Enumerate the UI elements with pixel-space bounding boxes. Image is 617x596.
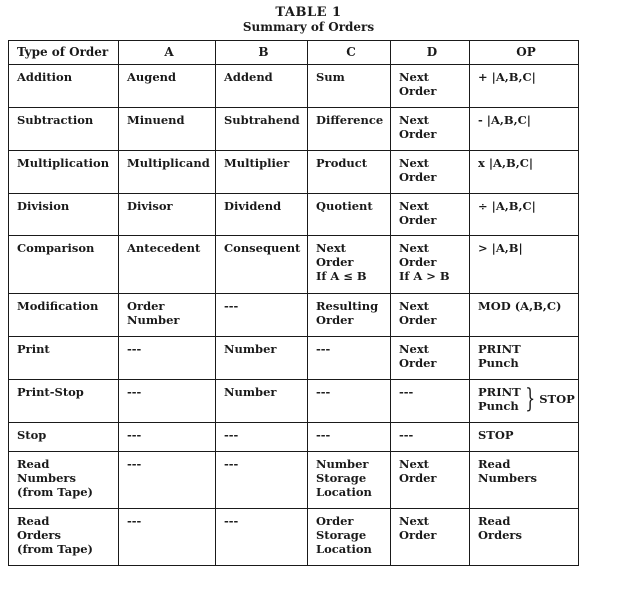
cell-type <box>9 452 119 509</box>
cell-text: MOD (A,B,C) <box>478 299 562 313</box>
cell-op <box>470 65 579 108</box>
cell-b <box>216 380 308 423</box>
cell-a <box>119 380 216 423</box>
cell-text: If A > B <box>399 269 450 283</box>
cell-text: Order <box>399 84 437 98</box>
cell-b <box>216 236 308 294</box>
cell-text: ÷ |A,B,C| <box>478 199 536 213</box>
cell-text: Order <box>316 514 354 528</box>
cell-d <box>391 194 470 236</box>
cell-type <box>9 294 119 337</box>
cell-text: --- <box>399 385 414 399</box>
cell-text: Order <box>399 356 437 370</box>
cell-text: Order <box>316 313 354 327</box>
table-body <box>9 65 579 566</box>
cell-text: Read <box>17 514 50 528</box>
cell-text: Minuend <box>127 113 185 127</box>
cell-text: --- <box>316 342 331 356</box>
cell-type <box>9 108 119 151</box>
cell-text: --- <box>399 428 414 442</box>
cell-text: Punch <box>478 399 519 413</box>
header-c: C <box>308 41 391 65</box>
table-row <box>9 108 579 151</box>
cell-text: Comparison <box>17 241 95 255</box>
cell-text: Division <box>17 199 70 213</box>
cell-type <box>9 194 119 236</box>
cell-text: --- <box>316 428 331 442</box>
cell-a <box>119 423 216 452</box>
cell-text: Order <box>399 170 437 184</box>
op-lines <box>478 385 521 413</box>
cell-text: Numbers <box>478 471 537 485</box>
table-row <box>9 380 579 423</box>
cell-b <box>216 151 308 194</box>
cell-b <box>216 194 308 236</box>
cell-c <box>308 236 391 294</box>
cell-text: Orders <box>17 528 61 542</box>
cell-text: --- <box>224 428 239 442</box>
cell-d <box>391 423 470 452</box>
cell-b <box>216 337 308 380</box>
cell-text: Next <box>399 113 429 127</box>
cell-text: If A ≤ B <box>316 269 367 283</box>
cell-text: Next <box>399 457 429 471</box>
cell-text: Next <box>399 156 429 170</box>
cell-text: Product <box>316 156 368 170</box>
cell-text: Order <box>399 471 437 485</box>
cell-text: Divisor <box>127 199 173 213</box>
cell-text: Order <box>399 313 437 327</box>
cell-text: --- <box>127 342 142 356</box>
cell-a <box>119 509 216 566</box>
cell-text: Read <box>478 514 511 528</box>
cell-text: Order <box>399 213 437 227</box>
cell-text: Multiplicand <box>127 156 210 170</box>
cell-c <box>308 509 391 566</box>
cell-text: (from Tape) <box>17 485 93 499</box>
cell-text: Numbers <box>17 471 76 485</box>
table-subtitle: Summary of Orders <box>242 20 375 34</box>
cell-text: Addition <box>17 70 73 84</box>
cell-text: --- <box>224 457 239 471</box>
cell-text: Addend <box>224 70 273 84</box>
cell-op <box>470 423 579 452</box>
cell-text: Order <box>399 127 437 141</box>
cell-text: Order <box>127 299 165 313</box>
cell-c <box>308 151 391 194</box>
table-title: TABLE 1 <box>275 5 342 20</box>
cell-d <box>391 65 470 108</box>
cell-c <box>308 65 391 108</box>
orders-table <box>8 40 579 566</box>
header-type-of-order: Type of Order <box>9 41 119 65</box>
op-brace-group <box>478 385 574 413</box>
cell-d <box>391 380 470 423</box>
cell-text: STOP <box>478 428 514 442</box>
table-row <box>9 151 579 194</box>
cell-op <box>470 380 579 423</box>
cell-type <box>9 337 119 380</box>
cell-type <box>9 65 119 108</box>
table-row <box>9 509 579 566</box>
cell-text: Stop <box>17 428 47 442</box>
header-b: B <box>216 41 308 65</box>
table-row <box>9 423 579 452</box>
cell-text: --- <box>127 514 142 528</box>
cell-text: --- <box>316 385 331 399</box>
cell-text: Location <box>316 542 372 556</box>
cell-text: Multiplication <box>17 156 110 170</box>
cell-text: Next <box>399 241 429 255</box>
cell-a <box>119 236 216 294</box>
cell-op <box>470 194 579 236</box>
cell-text: Print <box>17 342 50 356</box>
table-row <box>9 452 579 509</box>
table-row <box>9 65 579 108</box>
cell-text: Next <box>316 241 346 255</box>
cell-type <box>9 509 119 566</box>
cell-op <box>470 294 579 337</box>
header-op: OP <box>470 41 579 65</box>
cell-text: Read <box>478 457 511 471</box>
cell-text: --- <box>127 457 142 471</box>
cell-a <box>119 65 216 108</box>
cell-d <box>391 108 470 151</box>
cell-text: Number <box>224 385 277 399</box>
cell-text: Storage <box>316 471 367 485</box>
cell-text: Next <box>399 514 429 528</box>
cell-text: --- <box>224 514 239 528</box>
cell-text: Next <box>399 199 429 213</box>
cell-text: Quotient <box>316 199 373 213</box>
cell-b <box>216 294 308 337</box>
cell-text: + |A,B,C| <box>478 70 536 84</box>
cell-text: Print-Stop <box>17 385 84 399</box>
cell-text: Difference <box>316 113 384 127</box>
cell-d <box>391 236 470 294</box>
cell-a <box>119 151 216 194</box>
cell-text: Next <box>399 342 429 356</box>
cell-text: Antecedent <box>127 241 201 255</box>
cell-op <box>470 337 579 380</box>
cell-text: Number <box>224 342 277 356</box>
table-row <box>9 194 579 236</box>
cell-text: - |A,B,C| <box>478 113 531 127</box>
cell-d <box>391 509 470 566</box>
cell-text: Sum <box>316 70 345 84</box>
cell-op <box>470 509 579 566</box>
cell-text: Number <box>127 313 180 327</box>
cell-text: Order <box>399 528 437 542</box>
cell-b <box>216 108 308 151</box>
table-row <box>9 337 579 380</box>
cell-type <box>9 423 119 452</box>
cell-c <box>308 452 391 509</box>
cell-op <box>470 151 579 194</box>
cell-b <box>216 423 308 452</box>
table-caption <box>0 6 617 34</box>
cell-text: Dividend <box>224 199 282 213</box>
cell-a <box>119 452 216 509</box>
cell-text: Location <box>316 485 372 499</box>
brace-icon: } <box>524 384 535 414</box>
cell-type <box>9 380 119 423</box>
cell-type <box>9 236 119 294</box>
cell-d <box>391 294 470 337</box>
cell-text: Storage <box>316 528 367 542</box>
cell-a <box>119 194 216 236</box>
cell-b <box>216 509 308 566</box>
cell-text: Resulting <box>316 299 379 313</box>
cell-text: Read <box>17 457 50 471</box>
cell-c <box>308 337 391 380</box>
cell-op <box>470 236 579 294</box>
cell-d <box>391 452 470 509</box>
cell-b <box>216 65 308 108</box>
cell-text: Next <box>399 299 429 313</box>
cell-op <box>470 108 579 151</box>
cell-text: --- <box>224 299 239 313</box>
cell-d <box>391 337 470 380</box>
cell-text: PRINT <box>478 385 521 399</box>
table-row <box>9 236 579 294</box>
cell-text: Punch <box>478 356 519 370</box>
cell-c <box>308 194 391 236</box>
cell-d <box>391 151 470 194</box>
cell-text: Consequent <box>224 241 301 255</box>
cell-c <box>308 108 391 151</box>
cell-text: Orders <box>478 528 522 542</box>
cell-c <box>308 380 391 423</box>
cell-text: (from Tape) <box>17 542 93 556</box>
cell-text: --- <box>127 428 142 442</box>
cell-text: Modification <box>17 299 99 313</box>
cell-text: --- <box>127 385 142 399</box>
cell-text: x |A,B,C| <box>478 156 534 170</box>
cell-text: Order <box>399 255 437 269</box>
cell-c <box>308 294 391 337</box>
cell-text: Multiplier <box>224 156 290 170</box>
cell-a <box>119 108 216 151</box>
cell-text: > |A,B| <box>478 241 523 255</box>
cell-a <box>119 294 216 337</box>
cell-text: Subtrahend <box>224 113 300 127</box>
cell-text: Next <box>399 70 429 84</box>
cell-text: PRINT <box>478 342 521 356</box>
header-a: A <box>119 41 216 65</box>
cell-a <box>119 337 216 380</box>
cell-b <box>216 452 308 509</box>
cell-text: Order <box>316 255 354 269</box>
cell-text: Number <box>316 457 369 471</box>
cell-text: Subtraction <box>17 113 94 127</box>
cell-c <box>308 423 391 452</box>
op-brace-label: STOP <box>539 392 575 406</box>
cell-type <box>9 151 119 194</box>
cell-op <box>470 452 579 509</box>
cell-text: Augend <box>127 70 177 84</box>
table-row <box>9 294 579 337</box>
header-d: D <box>391 41 470 65</box>
header-row <box>9 41 579 65</box>
